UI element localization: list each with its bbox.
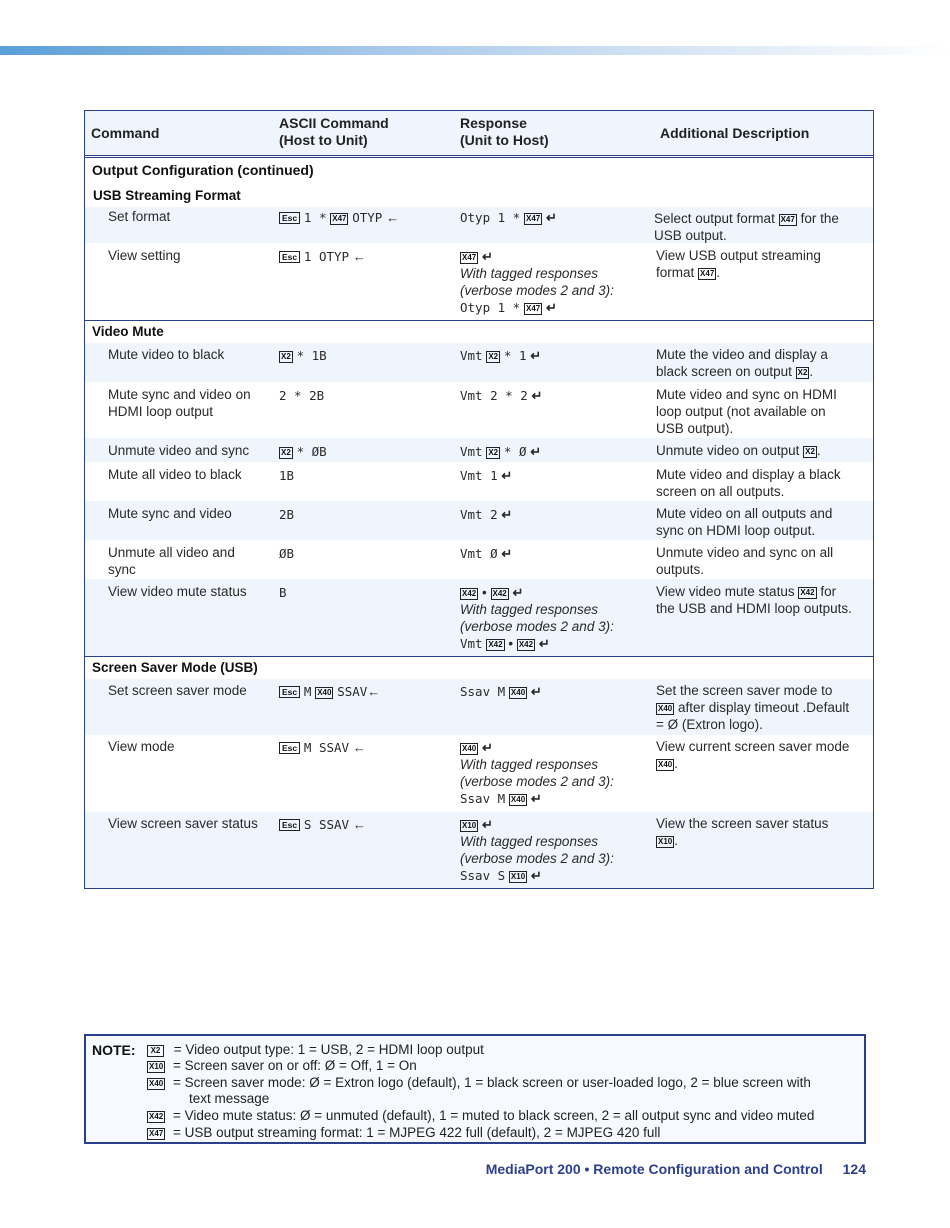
- var-x2: X2: [281, 448, 291, 457]
- desc-set-ss-mode: [656, 682, 871, 733]
- ascii-text: M SSAV: [303, 740, 350, 755]
- desc-text: the USB and HDMI loop outputs.: [656, 601, 852, 616]
- header-ascii-command: [279, 115, 389, 149]
- desc-unmute-sync: [656, 442, 866, 459]
- response-unmute-all: [460, 545, 512, 562]
- arrow-left-icon: ←: [352, 249, 366, 264]
- note-text: = USB output streaming format: 1 = MJPEG 422 full (default), 2 = MJPEG 420 full: [173, 1125, 661, 1140]
- tagged-note: (verbose modes 2 and 3):: [460, 774, 614, 789]
- header-description: Additional Description: [660, 125, 810, 141]
- response-unmute-sync: [460, 443, 541, 460]
- response-set-format: [460, 209, 557, 226]
- header-ascii-line2: (Host to Unit): [279, 132, 368, 148]
- header-ascii-line1: ASCII Command: [279, 115, 389, 131]
- desc-text: Mute video and display a black: [656, 467, 841, 482]
- esc-key: Esc: [279, 742, 300, 754]
- command-text: HDMI loop output: [108, 404, 214, 419]
- desc-text: View video mute status: [656, 584, 795, 599]
- ascii-text: * ØB: [296, 444, 327, 459]
- desc-text: Mute video and sync on HDMI: [656, 387, 837, 402]
- footer-title: MediaPort 200 • Remote Configuration and Control: [485, 1161, 823, 1177]
- var-x40: X40: [510, 688, 526, 697]
- esc-key: Esc: [279, 819, 300, 831]
- response-text: Vmt: [460, 636, 483, 651]
- desc-text: = Ø (Extron logo).: [656, 717, 763, 732]
- var-x2: X2: [488, 352, 499, 361]
- command-mute-sync-video: Mute sync and video: [108, 506, 232, 521]
- ascii-mute-sync-video: 2B: [279, 507, 295, 522]
- response-text: Ssav M: [460, 684, 506, 699]
- note-text: = Video mute status: Ø = unmuted (default), 1 = muted to black screen, 2 = all output sync and video muted: [173, 1108, 815, 1123]
- var-x10: X10: [462, 821, 477, 830]
- note-title: NOTE:: [92, 1042, 136, 1058]
- command-unmute-all: [108, 544, 235, 578]
- tagged-note: With tagged responses: [460, 757, 598, 772]
- section-video-mute: Video Mute: [92, 324, 164, 339]
- response-text: Vmt 1: [460, 468, 498, 483]
- var-x42: X42: [800, 588, 815, 597]
- command-text: Unmute all video and: [108, 545, 235, 560]
- tagged-note: With tagged responses: [460, 602, 598, 617]
- command-set-ss-mode: Set screen saver mode: [108, 683, 247, 698]
- ascii-set-ss-mode: [279, 683, 380, 700]
- var-x2: X2: [488, 448, 499, 457]
- section-divider: [85, 320, 873, 321]
- desc-text: .: [716, 265, 721, 280]
- enter-icon: ↵: [512, 585, 524, 600]
- esc-key: Esc: [279, 251, 300, 263]
- note-x42: [147, 1108, 814, 1124]
- response-text: Vmt Ø: [460, 546, 498, 561]
- var-x40: X40: [149, 1079, 164, 1088]
- note-text: = Video output type: 1 = USB, 2 = HDMI loop output: [173, 1042, 484, 1057]
- desc-text: .: [674, 756, 678, 771]
- desc-text: View USB output streaming: [656, 248, 821, 263]
- tagged-note: (verbose modes 2 and 3):: [460, 619, 614, 634]
- arrow-left-icon: ←: [367, 684, 381, 699]
- note-x40-cont: text message: [189, 1091, 270, 1106]
- var-x42: X42: [462, 589, 477, 598]
- enter-icon: ↵: [530, 348, 542, 363]
- enter-icon: ↵: [545, 210, 557, 225]
- desc-mute-sync-hdmi: [656, 386, 866, 437]
- command-text: sync: [108, 562, 136, 577]
- response-view-mute-status: [460, 584, 614, 652]
- enter-icon: ↵: [482, 249, 493, 264]
- desc-text: Unmute video on output: [656, 443, 800, 458]
- enter-icon: ↵: [530, 868, 542, 883]
- var-x47: X47: [525, 304, 541, 313]
- enter-icon: ↵: [501, 507, 513, 522]
- arrow-left-icon: ←: [352, 740, 366, 755]
- ascii-text: OTYP: [352, 210, 383, 225]
- var-x40: X40: [510, 795, 526, 804]
- note-box: [84, 1034, 866, 1144]
- command-unmute-sync: Unmute video and sync: [108, 443, 250, 458]
- var-x40: X40: [462, 744, 477, 753]
- ascii-text: SSAV: [337, 684, 368, 699]
- var-x2: X2: [147, 1045, 164, 1057]
- desc-mute-video-black: [656, 346, 866, 380]
- var-x47: X47: [149, 1129, 164, 1138]
- response-text: Ssav M: [460, 791, 506, 806]
- response-mute-sync-hdmi: [460, 387, 542, 404]
- tagged-note: (verbose modes 2 and 3):: [460, 283, 614, 298]
- desc-view-mode: [656, 738, 871, 772]
- command-mute-video-black: Mute video to black: [108, 347, 225, 362]
- command-text: Mute sync and video on: [108, 387, 251, 402]
- response-text: Vmt 2 * 2: [460, 388, 528, 403]
- response-text: Otyp 1 *: [460, 300, 521, 315]
- desc-text: Mute the video and display a: [656, 347, 828, 362]
- page-footer: [400, 1161, 866, 1177]
- enter-icon: ↵: [545, 300, 557, 315]
- command-view-ss-status: View screen saver status: [108, 816, 258, 831]
- desc-text: View current screen saver mode: [656, 739, 850, 754]
- response-mute-all-black: [460, 467, 512, 484]
- response-text: Vmt: [460, 444, 483, 459]
- note-text: = Screen saver on or off: Ø = Off, 1 = On: [173, 1058, 417, 1073]
- note-text: = Screen saver mode: Ø = Extron logo (default), 1 = black screen or user-loaded logo, 2 = blue screen with: [173, 1075, 811, 1090]
- section-output-configuration: Output Configuration (continued): [92, 162, 314, 178]
- var-x10: X10: [149, 1062, 164, 1071]
- command-view-setting: View setting: [108, 248, 181, 263]
- var-x47: X47: [780, 215, 795, 224]
- ascii-mute-sync-hdmi: 2 * 2B: [279, 388, 325, 403]
- desc-mute-all-black: [656, 466, 866, 500]
- desc-text: Mute video on all outputs and: [656, 506, 833, 521]
- ascii-text: * 1B: [296, 348, 327, 363]
- enter-icon: ↵: [530, 444, 542, 459]
- arrow-left-icon: ←: [386, 210, 400, 225]
- desc-text: loop output (not available on: [656, 404, 826, 419]
- desc-text: for: [820, 584, 837, 599]
- var-x2: X2: [281, 352, 291, 361]
- var-x47: X47: [332, 214, 347, 223]
- bullet-icon: •: [508, 636, 514, 651]
- var-x42: X42: [518, 640, 534, 649]
- response-view-ss-status: [460, 816, 614, 884]
- desc-text: View the screen saver status: [656, 816, 829, 831]
- enter-icon: ↵: [538, 636, 550, 651]
- command-table: [84, 110, 874, 889]
- subsection-usb-streaming: USB Streaming Format: [93, 188, 241, 203]
- header-command: Command: [91, 125, 160, 141]
- ascii-unmute-all: ØB: [279, 546, 295, 561]
- desc-text: format: [656, 265, 695, 280]
- enter-icon: ↵: [482, 740, 493, 755]
- command-view-mode: View mode: [108, 739, 175, 754]
- desc-text: Select output format: [654, 211, 775, 226]
- command-set-format: Set format: [108, 209, 171, 224]
- section-screen-saver: Screen Saver Mode (USB): [92, 660, 258, 675]
- ascii-view-ss-status: [279, 816, 366, 833]
- desc-text: after display timeout .Default: [678, 700, 850, 715]
- desc-text: black screen on output: [656, 364, 792, 379]
- var-x42: X42: [149, 1112, 164, 1121]
- desc-text: sync on HDMI loop output.: [656, 523, 816, 538]
- response-mute-video-black: [460, 347, 541, 364]
- enter-icon: ↵: [530, 684, 542, 699]
- var-x47: X47: [700, 269, 715, 278]
- header-response: [460, 115, 549, 149]
- desc-view-mute-status: [656, 583, 871, 617]
- response-view-setting: [460, 248, 614, 316]
- esc-key: Esc: [279, 212, 300, 224]
- desc-view-setting: [656, 247, 866, 281]
- response-text: Vmt 2: [460, 507, 498, 522]
- header-response-line1: Response: [460, 115, 527, 131]
- desc-text: Unmute video and sync on all: [656, 545, 834, 560]
- ascii-text: 1 *: [303, 210, 327, 225]
- response-text: Vmt: [460, 348, 483, 363]
- var-x47: X47: [525, 214, 541, 223]
- bullet-icon: •: [482, 585, 487, 600]
- var-x40: X40: [317, 688, 332, 697]
- top-accent-bar: [0, 46, 950, 55]
- desc-set-format: [654, 210, 869, 244]
- response-text: * Ø: [503, 444, 527, 459]
- desc-text: USB output).: [656, 421, 734, 436]
- header-response-line2: (Unit to Host): [460, 132, 549, 148]
- response-text: Otyp 1 *: [460, 210, 521, 225]
- note-x2: [147, 1042, 484, 1058]
- desc-text: outputs.: [656, 562, 705, 577]
- var-x2: X2: [805, 447, 815, 456]
- ascii-text: S SSAV: [303, 817, 350, 832]
- enter-icon: ↵: [531, 388, 543, 403]
- var-x40: X40: [658, 760, 673, 769]
- var-x40: X40: [658, 704, 673, 713]
- ascii-set-format: [279, 209, 399, 226]
- desc-mute-sync-video: [656, 505, 866, 539]
- desc-view-ss-status: [656, 815, 871, 849]
- var-x10: X10: [510, 872, 526, 881]
- response-text: * 1: [503, 348, 527, 363]
- command-view-mute-status: View video mute status: [108, 584, 247, 599]
- section-divider: [85, 656, 873, 657]
- note-x10: [147, 1058, 417, 1074]
- var-x42: X42: [488, 640, 503, 649]
- ascii-view-mode: [279, 739, 366, 756]
- ascii-text: 1 OTYP: [303, 249, 350, 264]
- var-x42: X42: [492, 589, 507, 598]
- desc-text: screen on all outputs.: [656, 484, 785, 499]
- ascii-text: M: [303, 684, 312, 699]
- enter-icon: ↵: [482, 817, 493, 832]
- tagged-note: (verbose modes 2 and 3):: [460, 851, 614, 866]
- desc-text: .: [816, 443, 821, 458]
- enter-icon: ↵: [530, 791, 542, 806]
- var-x10: X10: [658, 837, 673, 846]
- desc-text: for the USB output.: [654, 211, 839, 243]
- response-mute-sync-video: [460, 506, 512, 523]
- desc-text: Set the screen saver mode to: [656, 683, 833, 698]
- ascii-view-setting: [279, 248, 366, 265]
- response-view-mode: [460, 739, 614, 807]
- note-x47: [147, 1125, 660, 1141]
- var-x47: X47: [462, 253, 477, 262]
- ascii-unmute-sync: [279, 443, 327, 460]
- enter-icon: ↵: [501, 546, 513, 561]
- ascii-mute-video-black: [279, 347, 327, 364]
- page-number: 124: [842, 1161, 866, 1177]
- ascii-view-mute-status: B: [279, 585, 287, 600]
- var-x2: X2: [797, 368, 808, 377]
- tagged-note: With tagged responses: [460, 834, 598, 849]
- desc-text: .: [809, 364, 814, 379]
- header-double-rule: [85, 157, 873, 158]
- command-mute-sync-hdmi: [108, 386, 251, 420]
- arrow-left-icon: ←: [352, 817, 366, 832]
- response-set-ss-mode: [460, 683, 542, 700]
- desc-unmute-all: [656, 544, 866, 578]
- esc-key: Esc: [279, 686, 300, 698]
- command-mute-all-black: Mute all video to black: [108, 467, 242, 482]
- tagged-note: With tagged responses: [460, 266, 598, 281]
- ascii-mute-all-black: 1B: [279, 468, 295, 483]
- enter-icon: ↵: [501, 468, 513, 483]
- response-text: Ssav S: [460, 868, 506, 883]
- desc-text: .: [674, 833, 678, 848]
- note-x40: [147, 1075, 811, 1091]
